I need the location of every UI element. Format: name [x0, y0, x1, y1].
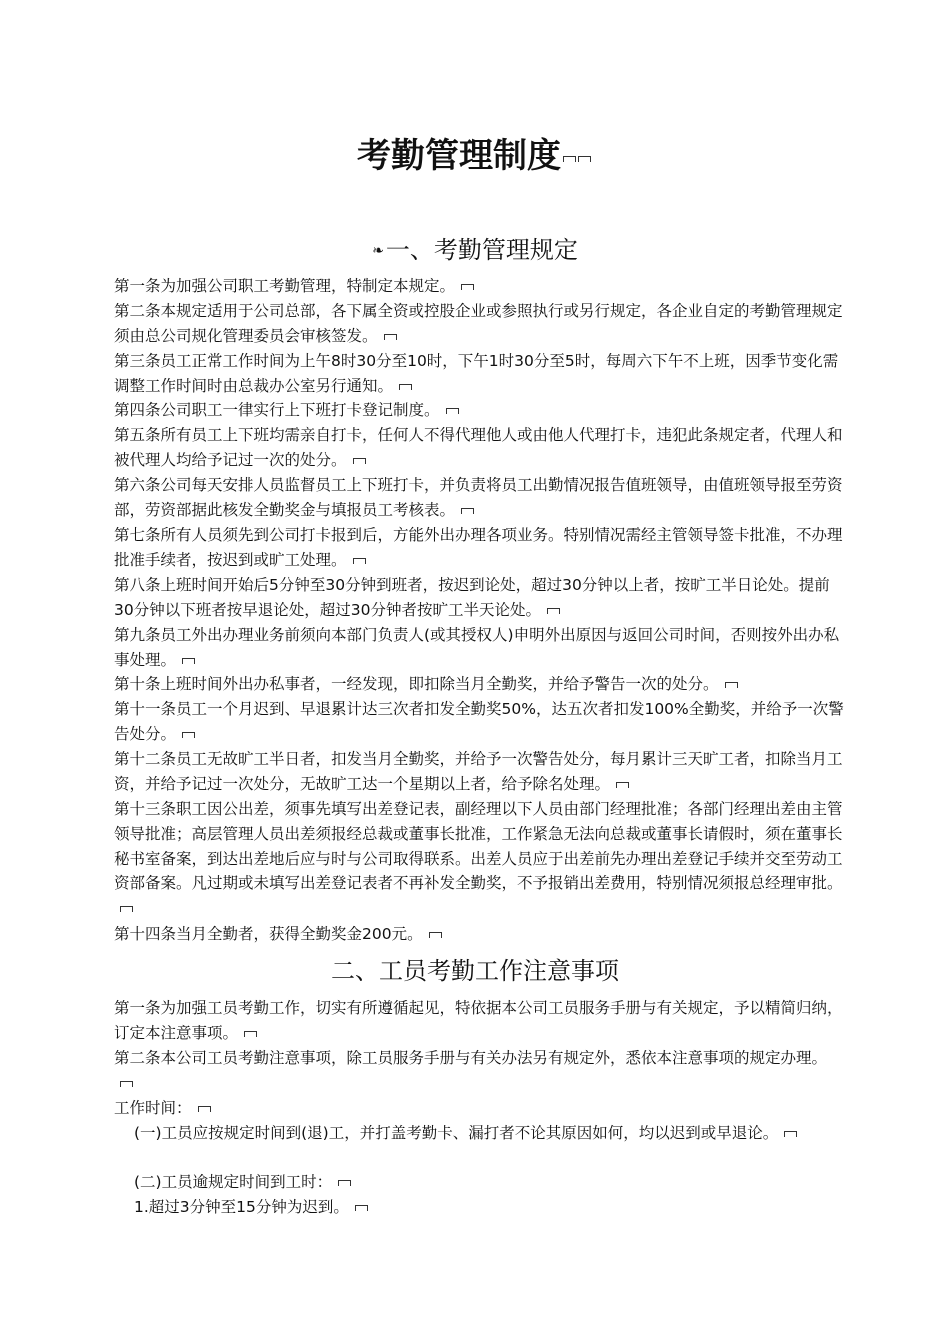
- paragraph-s1-11: 第十一条员工一个月迟到、早退累计达三次者扣发全勤奖50%，达五次者扣发100%全勤奖，并给予一次警告处分。: [114, 700, 844, 743]
- paragraph-mark-icon: [616, 782, 629, 788]
- paragraph-mark-icon: [353, 558, 366, 564]
- paragraph-s2-2: 第二条本公司工员考勤注意事项，除工员服务手册与有关办法另有规定外，悉依本注意事项的规定办理。: [114, 1046, 844, 1096]
- paragraph-s1-5: 第五条所有员工上下班均需亲自打卡，任何人不得代理他人或由他人代理打卡，违犯此条规定者，代理人和被代理人均给予记过一次的处分。: [114, 426, 843, 469]
- paragraph-s1-7: 第七条所有人员须先到公司打卡报到后，方能外出办理各项业务。特别情况需经主管领导签卡批准，不办理批准手续者，按迟到或旷工处理。: [114, 526, 843, 569]
- paragraph-mark-icon: [461, 508, 474, 514]
- document-title-text: 考勤管理制度: [357, 136, 561, 176]
- paragraph-s2-1: 第一条为加强工员考勤工作，切实有所遵循起见，特依据本公司工员服务手册与有关规定，予以精简归纳，订定本注意事项。: [114, 999, 843, 1042]
- paragraph-s1-3: 第三条员工正常工作时间为上午8时30分至10时，下午1时30分至5时，每周六下午不上班，因季节变化需调整工作时间时由总裁办公室另行通知。: [114, 352, 839, 395]
- paragraph-s1-12: 第十二条员工无故旷工半日者，扣发当月全勤奖，并给予一次警告处分，每月累计三天旷工者，扣除当月工资，并给予记过一次处分，无故旷工达一个星期以上者，给予除名处理。: [114, 750, 843, 793]
- paragraph-s1-10: 第十条上班时间外出办私事者，一经发现，即扣除当月全勤奖，并给予警告一次的处分。: [114, 672, 844, 697]
- paragraph-s2-4: (一)工员应按规定时间到(退)工，并打盖考勤卡、漏打者不论其原因如何，均以迟到或早退论。: [134, 1121, 846, 1146]
- paragraph-mark-icon: [784, 1131, 797, 1137]
- paragraph-s2-6: 1.超过3分钟至15分钟为迟到。: [134, 1195, 846, 1220]
- section-heading-1-text: 一、考勤管理规定: [385, 236, 578, 264]
- paragraph-s1-6: 第六条公司每天安排人员监督员工上下班打卡，并负责将员工出勤情况报告值班领导，由值班领导报至劳资部，劳资部据此核发全勤奖金与填报员工考核表。: [114, 476, 843, 519]
- paragraph-mark-icon: [446, 408, 459, 414]
- paragraph-mark-icon: [120, 906, 133, 912]
- bullet-leaf-icon: ❧: [372, 243, 384, 259]
- paragraph-mark-icon: [198, 1106, 211, 1112]
- paragraph-mark-icon: [338, 1180, 351, 1186]
- paragraph-mark-icon: [355, 1205, 368, 1211]
- paragraph-mark-icon: [547, 608, 560, 614]
- paragraph-s1-4: 第四条公司职工一律实行上下班打卡登记制度。: [114, 398, 844, 423]
- section-heading-2: [0, 954, 950, 988]
- paragraph-s1-14: 第十四条当月全勤者，获得全勤奖金200元。: [114, 922, 844, 947]
- paragraph-s2-5: (二)工员逾规定时间到工时：: [134, 1170, 846, 1195]
- paragraph-mark-icon: [725, 682, 738, 688]
- paragraph-s2-3: 工作时间：: [114, 1096, 844, 1121]
- paragraph-s1-9: 第九条员工外出办理业务前须向本部门负责人(或其授权人)申明外出原因与返回公司时间，否则按外出办私事处理。: [114, 626, 840, 669]
- paragraph-s1-2: 第二条本规定适用于公司总部，各下属全资或控股企业或参照执行或另行规定，各企业自定的考勤管理规定须由总公司规化管理委员会审核签发。: [114, 302, 843, 345]
- paragraph-mark-icon: [429, 932, 442, 938]
- paragraph-s1-1: 第一条为加强公司职工考勤管理，特制定本规定。: [114, 274, 844, 299]
- paragraph-mark-icon: [384, 334, 397, 340]
- paragraph-mark-icon: [353, 458, 366, 464]
- paragraph-mark-icon: [399, 384, 412, 390]
- paragraph-s1-8: 第八条上班时间开始后5分钟至30分钟到班者，按迟到论处，超过30分钟以上者，按旷工半日论处。提前30分钟以下班者按早退论处，超过30分钟者按旷工半天论处。: [114, 576, 830, 619]
- document-title: [0, 128, 950, 180]
- paragraph-mark-icon: [182, 658, 195, 664]
- paragraph-mark-icon: [244, 1031, 257, 1037]
- paragraph-mark-icon: [563, 128, 593, 176]
- paragraph-mark-icon: [461, 284, 474, 290]
- paragraph-mark-icon: [120, 1081, 133, 1087]
- section-heading-1: [0, 233, 950, 268]
- paragraph-s1-13: 第十三条职工因公出差，须事先填写出差登记表，副经理以下人员由部门经理批准；各部门经理出差由主管领导批准；高层管理人员出差须报经总裁或董事长批准，工作紧急无法向总裁或董事长请假时，须在董事长秘书室备案，到达出差地后应与时与公司取得联系。出差人员应于出差前先办理出差登记手续并交至劳动工资部备案。凡过期或未填写出差登记表者不再补发全勤奖，不予报销出差费用，特别情况须报总经理审批。: [114, 797, 844, 921]
- section-heading-2-text: 二、工员考勤工作注意事项: [331, 957, 619, 985]
- paragraph-mark-icon: [182, 732, 195, 738]
